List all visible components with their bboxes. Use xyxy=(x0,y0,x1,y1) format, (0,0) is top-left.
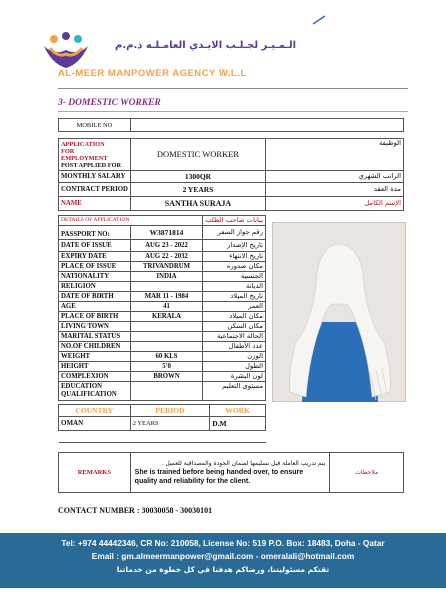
company-logo-icon xyxy=(40,30,92,72)
remarks-english-line-1: She is trained before being handed over, to ensure xyxy=(134,469,304,476)
mobile-label: MOBILE NO xyxy=(59,119,131,132)
age-value: 41 xyxy=(130,302,202,312)
remarks-label: REMARKS xyxy=(59,453,131,493)
experience-header-country: COUNTRY xyxy=(59,405,131,417)
weight-arabic: الوزن xyxy=(203,352,266,362)
complexion-label: COMPLEXION xyxy=(59,372,131,382)
salary-label: MONTHLY SALARY xyxy=(59,171,131,183)
remarks-table xyxy=(58,452,404,493)
issue-date-value: AUG 23 - 2022 xyxy=(130,240,202,252)
marital-status-arabic: الحالة الاجتماعية xyxy=(203,332,266,342)
marital-status-value xyxy=(130,332,202,342)
contact-number: CONTACT NUMBER : 30030058 - 30030101 xyxy=(58,506,213,515)
application-label: APPLICATION FOR EMPLOYMENT POST APPLIED FOR xyxy=(59,139,131,171)
remarks-arabic-text: يتم تدريب العاملة قبل تسليمها لضمان الجودة والمصداقية للعميل . xyxy=(161,460,326,467)
expiry-date-value: AUG 22 - 2032 xyxy=(130,252,202,262)
salary-arabic: الراتب الشهري xyxy=(266,171,404,183)
mobile-table xyxy=(58,118,404,132)
living-town-label: LIVING TOWN xyxy=(59,322,131,332)
footer-line-2: Email : gm.almeermanpower@gmail.com - omeralali@hotmail.com xyxy=(91,551,355,561)
passport-label: PASSPORT NO: xyxy=(59,226,131,240)
weight-value: 60 KLS xyxy=(130,352,202,362)
expiry-date-label: EXPIRY DATE xyxy=(59,252,131,262)
salary-value: 1300QR xyxy=(130,171,265,183)
issue-date-arabic: تاريخ الإصدار xyxy=(203,240,266,252)
complexion-value: BROWN xyxy=(130,372,202,382)
pen-mark-icon xyxy=(310,14,330,26)
name-arabic: الإسم الكامل xyxy=(266,197,404,211)
marital-status-label: MARITAL STATUS xyxy=(59,332,131,342)
name-label: NAME xyxy=(59,197,131,211)
form-table xyxy=(58,138,266,401)
education-label: EDUCATION QUALIFICATION xyxy=(59,382,131,401)
place-of-issue-arabic: مكان صدوره xyxy=(203,262,266,272)
experience-header-period: PERIOD xyxy=(130,405,210,417)
remarks-arabic-label: ملاحظات xyxy=(330,453,404,493)
issue-date-label: DATE OF ISSUE xyxy=(59,240,131,252)
religion-arabic: الديانة xyxy=(203,282,266,292)
arabic-side-table xyxy=(266,138,404,211)
remarks-content xyxy=(130,453,330,493)
pob-value: KERALA xyxy=(130,312,202,322)
contract-label: CONTRACT PERIOD xyxy=(59,183,131,197)
living-town-value xyxy=(130,322,202,332)
logo-arabic-text: الـمـيـر لجـلـب الايـدي العامـلـه ذ.م.م xyxy=(115,40,296,51)
mobile-value xyxy=(130,119,403,132)
contract-value: 2 YEARS xyxy=(130,183,265,197)
complexion-arabic: لون البشرة xyxy=(203,372,266,382)
age-label: AGE xyxy=(59,302,131,312)
dob-arabic: تاريخ الميلاد xyxy=(203,292,266,302)
experience-period: 2 YEARS xyxy=(130,417,210,431)
weight-label: WEIGHT xyxy=(59,352,131,362)
dob-value: MAR 11 - 1984 xyxy=(130,292,202,302)
name-value: SANTHA SURAJA xyxy=(130,197,265,211)
living-town-arabic: مكان السكن xyxy=(203,322,266,332)
experience-work: D.M xyxy=(210,417,266,431)
height-arabic: الطول xyxy=(203,362,266,372)
pob-arabic: مكان الميلاد xyxy=(203,312,266,322)
nationality-label: NATIONALITY xyxy=(59,272,131,282)
applicant-photo xyxy=(272,222,406,402)
footer-line-3: ثقتكم مسئوليتنا، ورضاكم هدفنا في كل خطوة من خدماتنا xyxy=(116,565,330,574)
age-arabic: العمر xyxy=(203,302,266,312)
education-value xyxy=(130,382,202,401)
footer-line-1: Tel: +974 44442346, CR No: 210058, License No: 519 P.O. Box: 18483, Doha - Qatar xyxy=(61,538,385,548)
pob-label: PLACE OF BIRTH xyxy=(59,312,131,322)
passport-arabic: رقم جواز السفر xyxy=(203,226,266,240)
place-of-issue-value: TRIVANDRUM xyxy=(130,262,202,272)
height-value: 5'0 xyxy=(130,362,202,372)
nationality-value: INDIA xyxy=(130,272,202,282)
experience-country: OMAN xyxy=(59,417,131,431)
experience-header-work: WORK xyxy=(210,405,266,417)
header-divider xyxy=(58,88,408,89)
height-label: HEIGHT xyxy=(59,362,131,372)
details-arabic: بيانات صاحب الطلب xyxy=(203,216,266,226)
children-value xyxy=(130,342,202,352)
application-value: DOMESTIC WORKER xyxy=(130,139,265,171)
children-label: NO.OF CHILDREN xyxy=(59,342,131,352)
title-divider xyxy=(58,111,408,112)
experience-table xyxy=(58,404,266,443)
contract-arabic: مدة العقد xyxy=(266,183,404,197)
footer-bar xyxy=(0,533,446,588)
logo-english-text: AL-MEER MANPOWER AGENCY W.L.L xyxy=(58,68,247,79)
nationality-arabic: الجنسية xyxy=(203,272,266,282)
children-arabic: عدد الأطفال xyxy=(203,342,266,352)
remarks-english-line-2: quality and reliability for the client. xyxy=(134,478,251,485)
dob-label: DATE OF BIRTH xyxy=(59,292,131,302)
religion-label: RELIGION xyxy=(59,282,131,292)
details-label: DETAILS OF APPLICATION xyxy=(59,216,203,226)
section-title: 3- DOMESTIC WORKER xyxy=(58,98,161,108)
passport-value: W3871814 xyxy=(130,226,202,240)
expiry-date-arabic: تاريخ الانتهاء xyxy=(203,252,266,262)
education-arabic: مستوى التعليم xyxy=(203,382,266,401)
application-arabic: الوظيفة xyxy=(266,139,404,171)
religion-value xyxy=(130,282,202,292)
place-of-issue-label: PLACE OF ISSUE xyxy=(59,262,131,272)
